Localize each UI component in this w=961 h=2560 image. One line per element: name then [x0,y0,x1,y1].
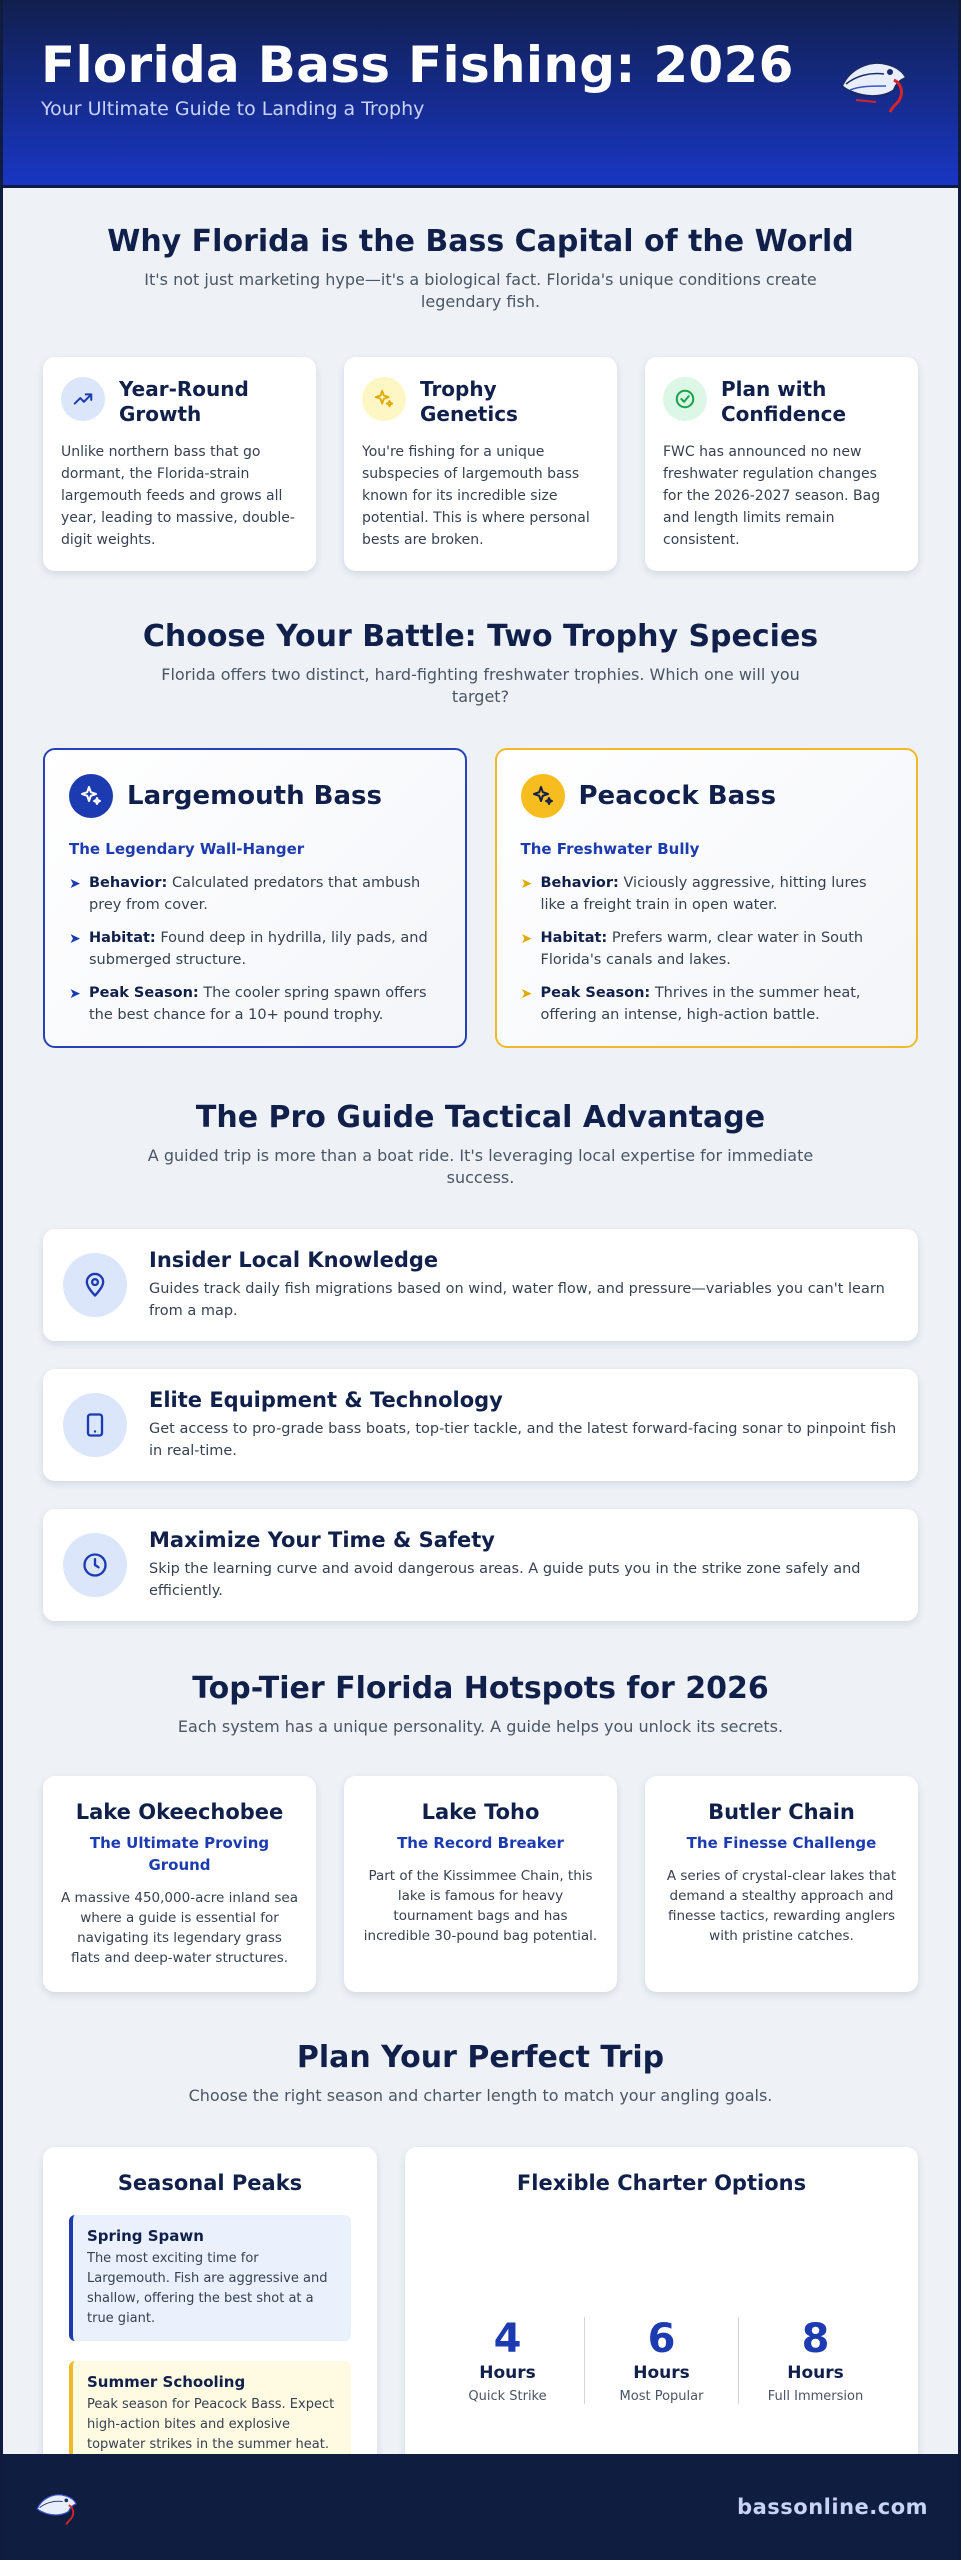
hotspot-tagline: The Ultimate Proving Ground [89,1834,270,1874]
pro-card-equipment [43,1369,918,1481]
why-card-genetics [344,357,617,571]
sparkle-icon [521,774,565,818]
why-card-title: Trophy Genetics [420,377,518,426]
sparkle-icon [69,774,113,818]
hotspot-text: A series of crystal-clear lakes that demand a stealthy approach and finesse tactics, rewarding anglers with pristine catches. [666,1868,897,1944]
hotspot-name: Lake Okeechobee [75,1800,284,1824]
check-circle-icon [663,377,707,421]
species-name: Peacock Bass [578,781,777,811]
hotspot-card-butler [645,1776,918,1992]
clock-icon [63,1533,127,1597]
list-item [521,982,893,1026]
why-card-text: Unlike northern bass that go dormant, the Florida-strain largemouth feeds and grows all year, leading to massive, double-digit weights. [61,444,295,548]
item-text: Thrives in the summer heat, offering an intense, high-action battle. [540,985,861,1023]
charter-option-8h [738,2317,892,2404]
pro-title: The Pro Guide Tactical Advantage [195,1100,766,1135]
hotspot-card-okeechobee [43,1776,316,1992]
why-card-growth [43,357,316,571]
hotspot-tagline: The Record Breaker [397,1834,564,1852]
sparkle-icon [362,377,406,421]
seasonal-title: Seasonal Peaks [117,2171,303,2195]
list-item [521,927,893,971]
charter-hours-number: 6 [647,2316,676,2362]
charter-option-6h [584,2317,738,2404]
chevron-right-icon: ➤ [520,986,533,1002]
charter-title: Flexible Charter Options [516,2171,807,2195]
hotspot-name: Lake Toho [421,1800,540,1824]
list-item [69,927,441,971]
item-text: The cooler spring spawn offers the best chance for a 10+ pound trophy. [89,985,427,1023]
hotspot-text: A massive 450,000-acre inland sea where a guide is essential for navigating its legendary grass flats and deep-water structures. [61,1890,298,1966]
season-spring [69,2215,351,2341]
bass-fish-logo-icon[interactable] [33,2487,79,2527]
list-item [521,872,893,916]
pro-card-text: Guides track daily fish migrations based on wind, water flow, and pressure—variables you can't learn from a map. [149,1281,885,1319]
pro-card-knowledge [43,1229,918,1341]
species-tagline: The Freshwater Bully [520,840,700,858]
footer-site-link[interactable]: bassonline.com [737,2495,928,2519]
season-text: The most exciting time for Largemouth. Fish are aggressive and shallow, offering the best shot at a true giant. [87,2251,328,2326]
item-text: Found deep in hydrilla, lily pads, and submerged structure. [89,930,428,968]
charter-option-4h [431,2317,584,2404]
why-card-confidence [645,357,918,571]
plan-title: Plan Your Perfect Trip [296,2040,665,2075]
hotspots-subtitle: Each system has a unique personality. A guide helps you unlock its secrets. [177,1717,784,1736]
hotspot-text: Part of the Kissimmee Chain, this lake is famous for heavy tournament bags and has incredible 30-pound bag potential. [363,1868,598,1944]
chevron-right-icon: ➤ [520,876,533,892]
chevron-right-icon: ➤ [69,986,81,1002]
why-subtitle: It's not just marketing hype—it's a biological fact. Florida's unique conditions create legendary fish. [144,270,817,311]
item-label: Habitat: [540,930,608,946]
hotspot-name: Butler Chain [708,1800,855,1824]
hotspots-title: Top-Tier Florida Hotspots for 2026 [192,1671,769,1706]
pro-card-text: Get access to pro-grade bass boats, top-tier tackle, and the latest forward-facing sonar to pinpoint fish in real-time. [149,1421,897,1459]
species-subtitle: Florida offers two distinct, hard-fighting freshwater trophies. Which one will you target? [161,665,800,706]
charter-hours-unit: Hours [479,2363,536,2383]
why-card-text: You're fishing for a unique subspecies of largemouth bass known for its incredible size potential. This is where personal bests are broken. [362,444,590,548]
charter-hours-unit: Hours [633,2363,690,2383]
item-text: Viciously aggressive, hitting lures like a freight train in open water. [540,875,867,913]
hotspots-section [3,1649,958,1992]
why-title: Why Florida is the Bass Capital of the World [107,224,854,259]
pro-card-title: Insider Local Knowledge [149,1248,439,1272]
species-tagline: The Legendary Wall-Hanger [69,840,305,858]
charter-label: Most Popular [619,2389,704,2404]
why-card-title: Plan with Confidence [721,377,847,426]
bass-fish-logo-icon [836,50,910,116]
charter-hours-number: 8 [801,2316,830,2362]
pro-card-text: Skip the learning curve and avoid dangerous areas. A guide puts you in the strike zone safely and efficiently. [149,1561,861,1599]
season-title: Spring Spawn [87,2227,204,2245]
species-card-largemouth [43,748,467,1048]
why-section [3,188,958,571]
season-summer [69,2361,351,2467]
map-pin-icon [63,1253,127,1317]
page-title: Florida Bass Fishing: 2026 [41,36,794,94]
pro-card-title: Elite Equipment & Technology [149,1388,503,1412]
plan-section [3,1992,958,2491]
chevron-right-icon: ➤ [69,876,81,892]
item-label: Peak Season: [89,985,199,1001]
item-label: Behavior: [540,875,619,891]
seasonal-peaks-card [43,2147,377,2491]
season-text: Peak season for Peacock Bass. Expect high-action bites and explosive topwater strikes in the summer heat. [87,2397,335,2452]
item-label: Behavior: [89,875,168,891]
why-card-text: FWC has announced no new freshwater regulation changes for the 2026-2027 season. Bag and length limits remain consistent. [663,444,881,548]
species-section [3,571,958,1048]
item-label: Peak Season: [540,985,651,1001]
charter-label: Quick Strike [468,2389,547,2404]
charter-options-card [405,2147,918,2491]
hotspot-tagline: The Finesse Challenge [686,1834,877,1852]
species-name: Largemouth Bass [127,781,382,811]
header [3,0,958,188]
species-title: Choose Your Battle: Two Trophy Species [142,619,819,654]
pro-subtitle: A guided trip is more than a boat ride. It's leveraging local expertise for immediate success. [147,1146,814,1187]
chevron-right-icon: ➤ [69,931,81,947]
list-item [69,982,441,1026]
footer [3,2454,958,2560]
hotspot-card-toho [344,1776,617,1992]
item-label: Habitat: [89,930,156,946]
plan-subtitle: Choose the right season and charter length to match your angling goals. [188,2086,773,2105]
why-card-title: Year-Round Growth [119,377,249,426]
pro-card-time-safety [43,1509,918,1621]
species-card-peacock [495,748,919,1048]
charter-hours-number: 4 [493,2316,522,2362]
item-text: Calculated predators that ambush prey from cover. [89,875,421,913]
tablet-icon [63,1393,127,1457]
season-title: Summer Schooling [87,2373,246,2391]
list-item [69,872,441,916]
trending-up-icon [61,377,105,421]
pro-section [3,1048,958,1621]
pro-card-title: Maximize Your Time & Safety [149,1528,495,1552]
charter-label: Full Immersion [767,2389,864,2404]
charter-hours-unit: Hours [787,2363,844,2383]
chevron-right-icon: ➤ [520,931,533,947]
page-subtitle: Your Ultimate Guide to Landing a Trophy [41,98,425,120]
item-text: Prefers warm, clear water in South Florida's canals and lakes. [540,930,864,968]
